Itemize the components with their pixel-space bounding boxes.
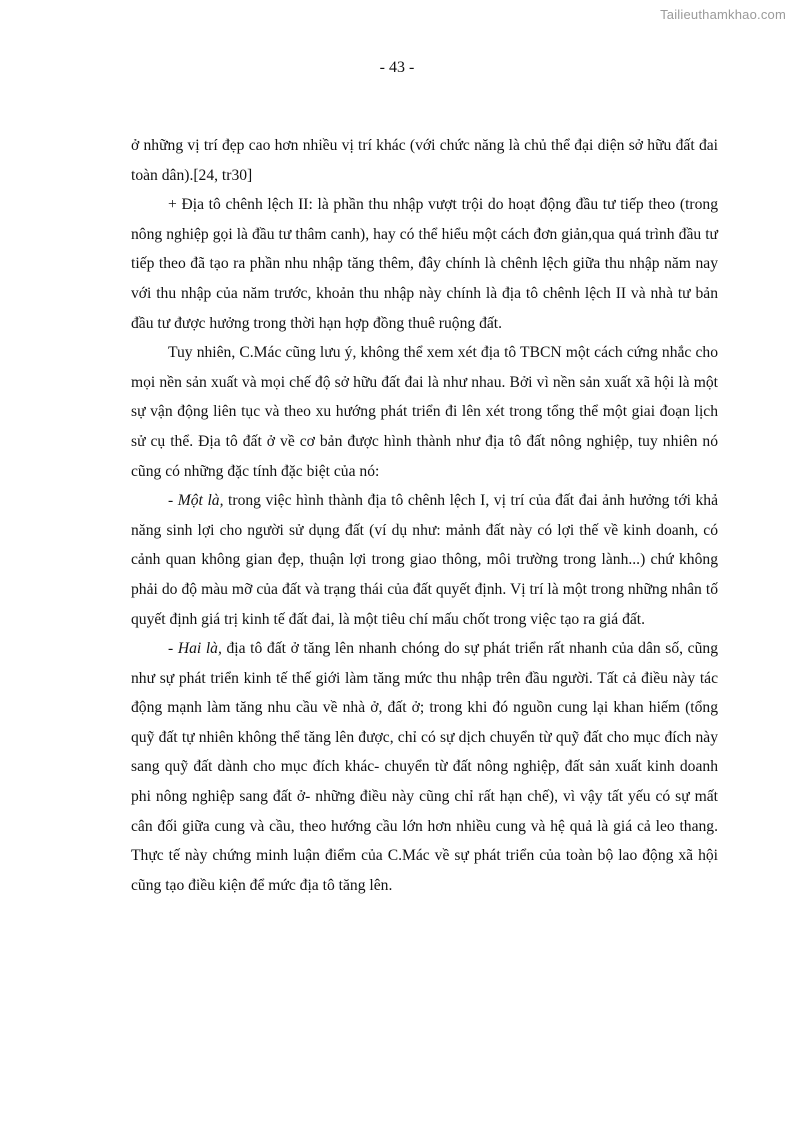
point-one-text: trong việc hình thành địa tô chênh lệch I, vị trí của đất đai ảnh hưởng tới khả năng sinh lợi cho người sử dụng đất (ví dụ như: mảnh đất này có lợi thế về kinh doanh, có cảnh quan không gian đẹp, thuận lợi trong giao thông, môi trường trong lành...) chứ không phải do độ màu mỡ của đất và trạng thái của đất quyết định. Vị trí là một trong những nhân tố quyết định giá trị kinh tế đất đai, là một tiêu chí mấu chốt trong việc tạo ra giá đất.	[131, 492, 719, 628]
watermark: Tailieuthamkhao.com	[660, 7, 786, 22]
paragraph-continuation: ở những vị trí đẹp cao hơn nhiều vị trí khác (với chức năng là chủ thể đại diện sở hữu đất đai toàn dân).[24, tr30]	[131, 137, 718, 184]
paragraph-point-one	[131, 486, 718, 634]
document-body	[131, 131, 718, 900]
list-dash: -	[168, 640, 178, 658]
paragraph-marx-note: Tuy nhiên, C.Mác cũng lưu ý, không thể xem xét địa tô TBCN một cách cứng nhắc cho mọi nền sản xuất và mọi chế độ sở hữu đất đai là như nhau. Bởi vì nền sản xuất xã hội là một sự vận động liên tục và theo xu hướng phát triển đi lên xét trong tổng thể một giai đoạn lịch sử cụ thể. Địa tô đất ở về cơ bản được hình thành như địa tô đất nông nghiệp, tuy nhiên nó cũng có những đặc tính đặc biệt của nó:	[131, 344, 718, 480]
point-two-label: Hai là,	[177, 640, 222, 658]
page-number: - 43 -	[379, 59, 415, 76]
list-dash: -	[168, 492, 178, 510]
paragraph-differential-rent-ii: + Địa tô chênh lệch II: là phần thu nhập vượt trội do hoạt động đầu tư tiếp theo (trong nông nghiệp gọi là đầu tư thâm canh), hay có thể hiểu một cách đơn giản,qua quá trình đầu tư tiếp theo đã tạo ra phần nhu nhập tăng thêm, đây chính là chênh lệch giữa thu nhập năm nay với thu nhập của năm trước, khoản thu nhập này chính là địa tô chênh lệch II và nhà tư bản đầu tư được hưởng trong thời hạn hợp đồng thuê ruộng đất.	[131, 196, 718, 332]
point-one-label: Một là,	[177, 492, 224, 510]
point-two-text: địa tô đất ở tăng lên nhanh chóng do sự phát triển rất nhanh của dân số, cũng như sự phát triển kinh tế thế giới làm tăng mức thu nhập trên đầu người. Tất cả điều này tác động mạnh làm tăng nhu cầu về nhà ở, đất ở; trong khi đó nguồn cung lại khan hiếm (tổng quỹ đất tự nhiên không thể tăng lên được, chỉ có sự dịch chuyển từ quỹ đất cho mục đích này sang quỹ đất dành cho mục đích khác- chuyển từ đất nông nghiệp, đất sản xuất kinh doanh phi nông nghiệp sang đất ở- những điều này cũng chỉ rất hạn chế), vì vậy tất yếu có sự mất cân đối giữa cung và cầu, theo hướng cầu lớn hơn nhiều cung và hệ quả là giá cả leo thang. Thực tế này chứng minh luận điểm của C.Mác về sự phát triển của toàn bộ lao động xã hội cũng tạo điều kiện để mức địa tô tăng lên.	[131, 640, 718, 894]
paragraph-point-two	[131, 634, 718, 900]
